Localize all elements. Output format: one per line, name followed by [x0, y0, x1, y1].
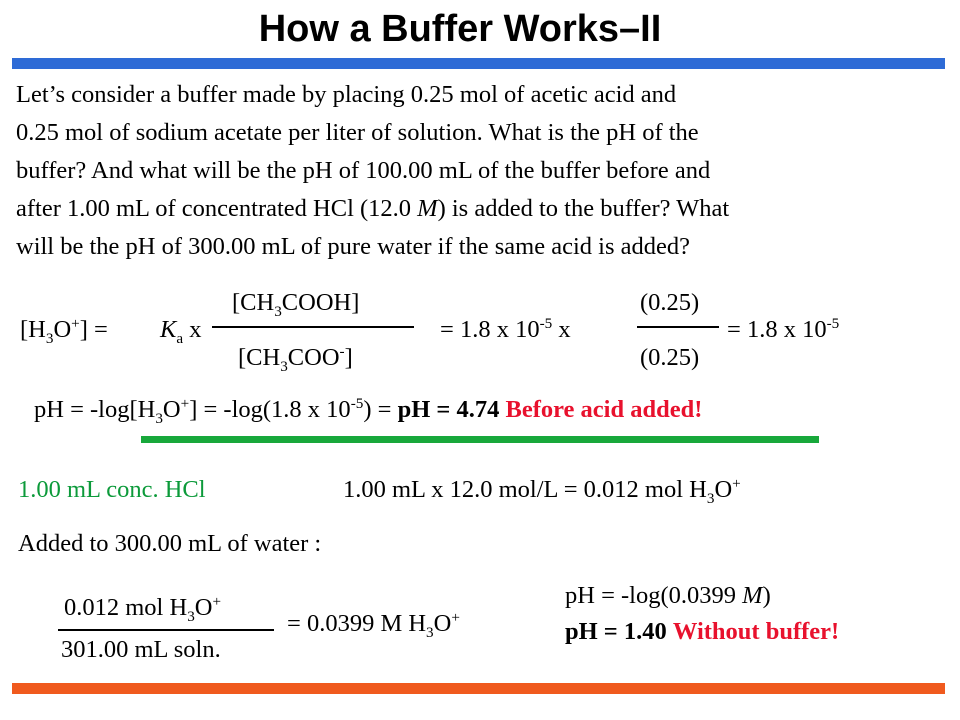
den-open: [CH — [238, 344, 281, 371]
without-buffer-note: Without buffer! — [672, 618, 840, 645]
ka-value-term — [440, 316, 571, 344]
ph-log-molarity: M — [742, 582, 763, 609]
lhs-charge: + — [71, 314, 80, 332]
fraction2-denominator: (0.25) — [640, 344, 700, 371]
molarity-result-oxygen: O — [433, 610, 452, 637]
frac3-num-oxygen: O — [194, 594, 213, 621]
lhs-oxygen: O — [53, 316, 72, 343]
eq1-result-value: = 1.8 x 10 — [727, 316, 827, 343]
lhs-open: [H — [20, 316, 46, 343]
ph-unbuffered-value: pH = 1.40 — [565, 618, 667, 645]
intro-line-2: 0.25 mol of sodium acetate per liter of solution. What is the pH of the — [16, 119, 699, 146]
hydronium-lhs — [20, 314, 108, 347]
slide-title: How a Buffer Works–II — [258, 8, 662, 50]
ph-result: pH = 4.74 — [397, 396, 500, 423]
ka-value: = 1.8 x 10 — [440, 316, 540, 343]
eq1-result — [727, 316, 839, 344]
hcl-label: 1.00 mL conc. HCl — [18, 476, 206, 503]
ka-subscript: a — [176, 329, 184, 347]
molarity-result-text: = 0.0399 M H — [287, 610, 427, 637]
section-divider — [141, 436, 819, 443]
den-close: ] — [344, 344, 353, 371]
top-accent-bar — [12, 58, 945, 69]
fraction1-denominator — [238, 342, 353, 375]
den-charge: - — [339, 342, 345, 360]
ka-exponent: -5 — [539, 314, 553, 332]
molarity-symbol: M — [417, 195, 438, 222]
ph-eq-charge: + — [180, 394, 190, 412]
lhs-close: ] = — [79, 316, 108, 343]
ka-k: K — [160, 316, 177, 343]
intro-line-3: buffer? And what will be the pH of 100.00 mL of the buffer before and — [16, 157, 711, 184]
intro-line-4 — [16, 190, 936, 228]
ph-eq-oxygen: O — [162, 396, 181, 423]
hcl-charge: + — [732, 474, 741, 492]
intro-paragraph — [16, 76, 936, 266]
frac3-num-subscript: 3 — [187, 607, 195, 625]
ph-eq-part2: ] = -log(1.8 x 10 — [189, 396, 351, 423]
molarity-result-subscript: 3 — [426, 623, 434, 641]
den-rest: COO — [287, 344, 340, 371]
ph-log-text: pH = -log(0.0399 — [565, 582, 743, 609]
hcl-calculation — [343, 474, 741, 507]
hcl-oxygen: O — [714, 476, 733, 503]
fraction1-numerator — [232, 289, 360, 320]
ph-eq-subscript: 3 — [155, 409, 163, 427]
bottom-accent-bar — [12, 683, 945, 694]
fraction3-denominator: 301.00 mL soln. — [61, 636, 221, 663]
num-open: [CH — [232, 289, 275, 316]
fraction3-bar — [58, 629, 274, 631]
den-subscript: 3 — [280, 357, 288, 375]
fraction3-numerator — [64, 592, 222, 625]
hcl-calc-text: 1.00 mL x 12.0 mol/L = 0.012 mol H — [343, 476, 707, 503]
molarity-result — [287, 608, 460, 641]
fraction2-numerator: (0.25) — [640, 289, 700, 316]
ka-term — [160, 316, 202, 347]
ka-value-times: x — [552, 316, 571, 343]
fraction2-bar — [637, 326, 719, 328]
intro-line-5: will be the pH of 300.00 mL of pure water if the same acid is added? — [16, 233, 690, 260]
ka-times: x — [189, 316, 202, 343]
ph-equation — [34, 394, 703, 427]
lhs-subscript: 3 — [45, 329, 54, 347]
molarity-result-charge: + — [451, 608, 460, 626]
ph-log-line — [565, 582, 771, 610]
ph-log-close: ) — [762, 582, 771, 609]
num-rest: COOH] — [281, 289, 360, 316]
ph-eq-part3: ) = — [363, 396, 398, 423]
frac3-num-text: 0.012 mol H — [64, 594, 188, 621]
intro-line-4-end: ) is added to the buffer? What — [437, 195, 730, 222]
ph-eq-exponent: -5 — [350, 394, 364, 412]
water-line: Added to 300.00 mL of water : — [18, 530, 322, 557]
hcl-subscript: 3 — [706, 489, 715, 507]
num-subscript: 3 — [274, 302, 282, 320]
intro-line-1: Let’s consider a buffer made by placing 0.25 mol of acetic acid and — [16, 81, 677, 108]
eq1-result-exponent: -5 — [826, 314, 840, 332]
ph-eq-part1: pH = -log[H — [34, 396, 156, 423]
frac3-num-charge: + — [212, 592, 222, 610]
before-acid-note: Before acid added! — [505, 396, 703, 423]
fraction1-bar — [212, 326, 414, 328]
ph-unbuffered-line — [565, 618, 839, 646]
intro-line-4-start: after 1.00 mL of concentrated HCl (12.0 — [16, 195, 418, 222]
